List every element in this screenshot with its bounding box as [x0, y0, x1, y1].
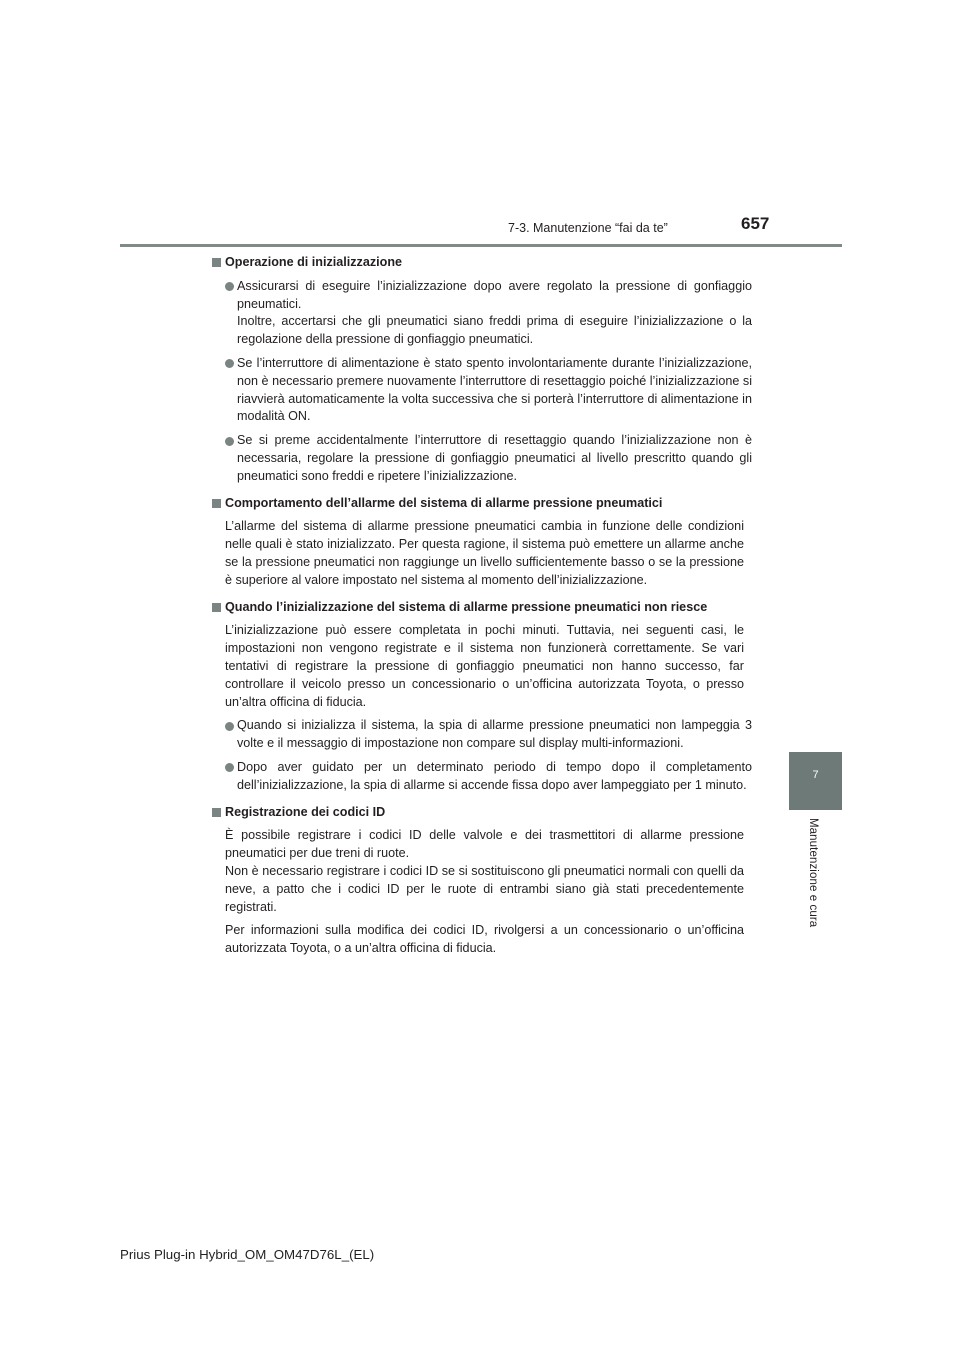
chapter-tab	[789, 752, 842, 810]
heading-text: Registrazione dei codici ID	[225, 804, 386, 819]
circle-bullet-icon	[225, 437, 234, 446]
list-item-text: Dopo aver guidato per un determinato periodo di tempo dopo il completamento dell’inizializzazione, la spia di allarme si accende fissa dopo aver lampeggiato per 1 minuto.	[237, 759, 752, 792]
square-bullet-icon	[212, 499, 221, 508]
circle-bullet-icon	[225, 722, 234, 731]
paragraph: Per informazioni sulla modifica dei codici ID, rivolgersi a un concessionario o un’officina autorizzata Toyota, o a un’altra officina di fiducia.	[225, 923, 744, 956]
circle-bullet-icon	[225, 763, 234, 772]
section-heading	[212, 599, 752, 617]
list-item-text: Inoltre, accertarsi che gli pneumatici siano freddi prima di eseguire l’inizializzazione o la regolazione della pressione di gonfiaggio pneumatici.	[237, 314, 752, 347]
paragraph: L’inizializzazione può essere completata in pochi minuti. Tuttavia, nei seguenti casi, le impostazioni non vengono registrate e il sistema non funzionerà correttamente. Se vari tentativi di registrare la pressione di gonfiaggio pneumatici non hanno successo, far controllare il veicolo presso un concessionario o un’officina autorizzata Toyota, o presso un’altra officina di fiducia.	[225, 623, 744, 709]
section-heading	[212, 495, 752, 513]
chapter-label: Manutenzione e cura	[807, 818, 819, 928]
square-bullet-icon	[212, 808, 221, 817]
list-item	[212, 432, 752, 485]
page-content	[212, 254, 752, 958]
paragraph: È possibile registrare i codici ID delle valvole e dei trasmettitori di allarme pressione pneumatici per due treni di ruote.	[225, 828, 744, 861]
list-item	[212, 355, 752, 426]
list-item	[212, 278, 752, 349]
heading-text: Operazione di inizializzazione	[225, 255, 403, 269]
square-bullet-icon	[212, 603, 221, 612]
circle-bullet-icon	[225, 359, 234, 368]
chapter-number: 7	[812, 769, 819, 781]
square-bullet-icon	[212, 258, 221, 267]
paragraph: L’allarme del sistema di allarme pressione pneumatici cambia in funzione delle condizioni nelle quali è stato inizializzato. Per questa ragione, il sistema può emettere un allarme anche se la pressione pneumatici non raggiunge un livello sufficientemente basso o se la pressione è superiore al valore impostato nel sistema al momento dell’inizializzazione.	[225, 519, 744, 587]
list-item-text: Se l’interruttore di alimentazione è stato spento involontariamente durante l’inizializzazione, non è necessario premere nuovamente l’interruttore di resettaggio poiché l’inizializzazione si riavvierà automaticamente la volta successiva che si porterà l’interruttore di alimentazione in modalità ON.	[237, 355, 752, 424]
circle-bullet-icon	[225, 282, 234, 291]
section-header: 7-3. Manutenzione “fai da te”	[508, 221, 668, 235]
paragraph: Non è necessario registrare i codici ID se si sostituiscono gli pneumatici normali con quelli da neve, a patto che i codici ID per le ruote di entrambi siano già stati precedentemente registrati.	[225, 863, 744, 914]
list-item-text: Assicurarsi di eseguire l’inizializzazione dopo avere regolato la pressione di gonfiaggio pneumatici.	[237, 278, 752, 311]
list-item-text: Se si preme accidentalmente l’interruttore di resettaggio quando l’inizializzazione non è necessaria, regolare la pressione di gonfiaggio pneumatici al livello prescritto quando gli pneumatici sono freddi e ripetere l’inizializzazione.	[237, 433, 752, 483]
heading-text: Comportamento dell’allarme del sistema di allarme pressione pneumatici	[225, 495, 663, 510]
page-number: 657	[741, 214, 770, 233]
list-item	[212, 759, 752, 795]
list-item-text: Quando si inizializza il sistema, la spia di allarme pressione pneumatici non lampeggia 3 volte e il messaggio di impostazione non compare sul display multi-informazioni.	[237, 718, 752, 751]
list-item	[212, 717, 752, 753]
footer-doc-id: Prius Plug-in Hybrid_OM_OM47D76L_(EL)	[120, 1247, 375, 1262]
section-heading	[212, 254, 752, 272]
heading-text: Quando l’inizializzazione del sistema di allarme pressione pneumatici non riesce	[225, 599, 708, 614]
section-heading	[212, 804, 752, 822]
header-rule	[120, 244, 842, 247]
